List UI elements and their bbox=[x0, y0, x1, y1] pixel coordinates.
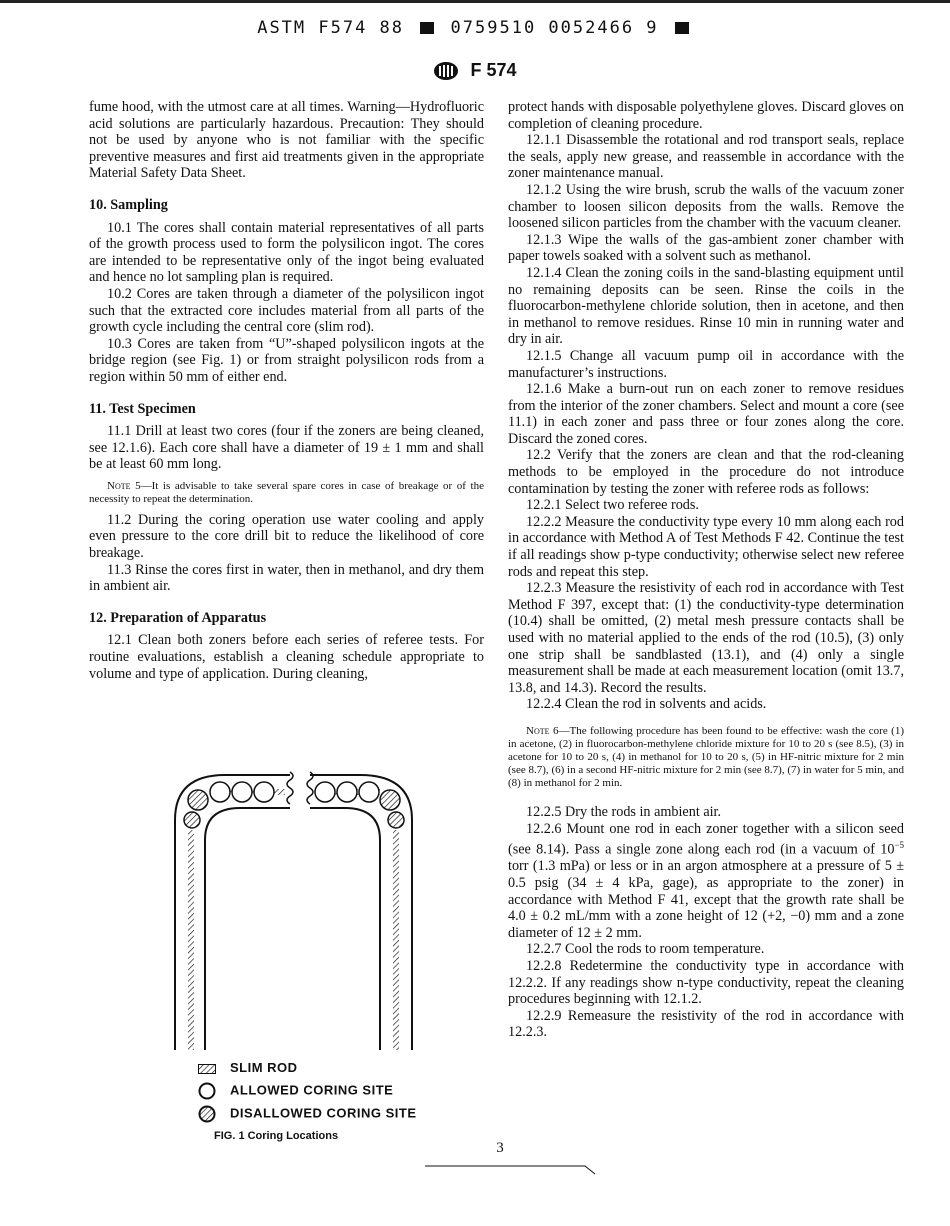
paragraph-10-2: 10.2 Cores are taken through a diameter of the polysilicon ingot such that the extracted core includes material from all parts of the growth cycle including the central core (slim rod). bbox=[89, 285, 484, 336]
note-6 bbox=[508, 725, 904, 790]
paragraph-12-2-5: 12.2.5 Dry the rods in ambient air. bbox=[526, 803, 722, 820]
page-number bbox=[0, 1140, 950, 1157]
black-block-mark bbox=[675, 22, 689, 34]
paragraph-12-1: 12.1 Clean both zoners before each series of referee tests. For routine evaluations, establish a cleaning schedule appropriate to volume and type of application. During cleaning, bbox=[89, 632, 484, 682]
paragraph-12-2-1: 12.2.1 Select two referee rods. bbox=[526, 497, 699, 514]
top-border-line bbox=[0, 0, 950, 3]
paragraph-11-2: 11.2 During the coring operation use water cooling and apply even pressure to the core drill bit to reduce the likelihood of core breakage. bbox=[89, 511, 484, 562]
right-column bbox=[508, 99, 904, 1041]
document-code-header bbox=[0, 18, 950, 38]
note-5 bbox=[89, 480, 484, 506]
code-mid: 0759510 0052466 9 bbox=[450, 18, 659, 38]
paragraph-12-1-4: 12.1.4 Clean the zoning coils in the sand-blasting equipment until no remaining deposits can be seen. Rinse the coils in the fluorocarbon-methylene chloride solution, then in acetone, and then in methanol to remove residues. Rinse 10 min in running water and dry in air. bbox=[508, 264, 904, 348]
open-circle-icon bbox=[198, 1082, 216, 1100]
paragraph-11-1: 11.1 Drill at least two cores (four if the zoners are being cleaned, see 12.1.6). Each core shall have a diameter of 19 ± 1 mm and shall be at least 60 mm long. bbox=[89, 423, 484, 473]
paragraph-12-2-7: 12.2.7 Cool the rods to room temperature. bbox=[526, 941, 765, 958]
paragraph-12-2-3: 12.2.3 Measure the resistivity of each rod in accordance with Test Method F 397, except that: (1) the conductivity-type determination (10.4) shall be omitted, (2) metal mesh pressure contacts shall be used with no material applied to the ends of the rod (10.5), (3) only one strip shall be sandblasted (13.1), and (4) only a single measurement shall be made at each measurement location (omit 13.7, 13.8, and 14.3). Record the results. bbox=[508, 580, 904, 696]
paragraph-12-2-6-part-b: torr (1.3 mPa) or less or in an argon atmosphere at a pressure of 5 ± 0.5 psig (34 ± 4 kPa, gage), as appropriate to the zoner) in accordance with Method F 41, except that the growth rate shall be 4.0 ± 0.2 mL/mm with a zone height of 12 (+2, −0) mm and a zone diameter of 12 ± 2 mm. bbox=[508, 858, 904, 941]
legend-allowed-label: ALLOWED CORING SITE bbox=[230, 1082, 394, 1098]
legend-allowed bbox=[198, 1082, 393, 1100]
u-shaped-ingot-diagram bbox=[150, 770, 450, 1050]
paragraph-12-1-2: 12.1.2 Using the wire brush, scrub the walls of the vacuum zoner chamber to loosen silicon deposits from the walls. Remove the loosened silicon particles from the chamber with the vacuum cleaner. bbox=[508, 181, 904, 232]
spacer bbox=[508, 796, 904, 804]
designation-label: F 574 bbox=[470, 60, 517, 80]
paragraph-12-1-1: 12.1.1 Disassemble the rotational and rod transport seals, replace the seals, apply new grease, and reassemble in accordance with the zoner maintenance manual. bbox=[508, 132, 904, 182]
section-heading-10: 10. Sampling bbox=[89, 196, 168, 213]
hatched-circle-icon bbox=[198, 1105, 216, 1123]
legend-disallowed-label: DISALLOWED CORING SITE bbox=[230, 1105, 417, 1121]
note-5-label: Note 5 bbox=[107, 479, 141, 492]
paragraph-11-3: 11.3 Rinse the cores first in water, then in methanol, and dry them in ambient air. bbox=[89, 561, 484, 595]
note-5-text: —It is advisable to take several spare cores in case of breakage or of the necessity to repeat the determination. bbox=[89, 479, 484, 505]
code-left: ASTM F574 88 bbox=[257, 18, 405, 38]
paragraph-12-2-6-part-a: 12.2.6 Mount one rod in each zoner together with a silicon seed (see 8.14). Pass a single zone along each rod (in a vacuum of 10 bbox=[508, 820, 904, 858]
paragraph-12-2-9: 12.2.9 Remeasure the resistivity of the rod in accordance with 12.2.3. bbox=[508, 1007, 904, 1041]
paragraph-10-1: 10.1 The cores shall contain material representatives of all parts of the growth process used to form the polysilicon ingot. The cores are intended to be representative only of the ingot being evaluated and hence no lot sampling plan is required. bbox=[89, 219, 484, 286]
paragraph-12-2: 12.2 Verify that the zoners are clean and that the rod-cleaning methods to be employed in the procedure do not introduce contamination by testing the zoner with referee rods as follows: bbox=[508, 447, 904, 497]
paragraph: fume hood, with the utmost care at all times. Warning—Hydrofluoric acid solutions are particularly hazardous. Precaution: They should not be used by anyone who is not familiar with the specific preventive measures and first aid treatments given in the appropriate Material Safety Data Sheet. bbox=[89, 99, 484, 182]
section-heading-11: 11. Test Specimen bbox=[89, 400, 196, 417]
paragraph-12-2-6 bbox=[508, 821, 904, 942]
figure-coring-locations bbox=[150, 770, 450, 1150]
paragraph-12-1-3: 12.1.3 Wipe the walls of the gas-ambient zoner chamber with paper towels soaked with a solvent such as methanol. bbox=[508, 231, 904, 265]
left-column bbox=[89, 99, 484, 682]
astm-logo-icon bbox=[433, 61, 459, 81]
paragraph-10-3: 10.3 Cores are taken from “U”-shaped polysilicon ingots at the bridge region (see Fig. 1) or from straight polysilicon rods from a region within 50 mm of either end. bbox=[89, 335, 484, 385]
paragraph-12-2-2: 12.2.2 Measure the conductivity type every 10 mm along each rod in accordance with Method A of Test Methods F 42. Continue the test if all readings show p-type conductivity; otherwise select new referee rods and repeat this step. bbox=[508, 513, 904, 580]
standard-designation bbox=[0, 60, 950, 81]
paragraph-12-1-6: 12.1.6 Make a burn-out run on each zoner to remove residues from the interior of the zoner chambers. Select and mount a core (see 11.1) in each zoner and pass three or four zones along the core. Discard the zoned cores. bbox=[508, 381, 904, 447]
note-6-text: —The following procedure has been found to be effective: wash the core (1) in acetone, (2) in fluorocarbon-methylene chloride mixture for 10 to 20 s (see 8.5), (3) in acetone for 10 to 20 s, (4) in methanol for 10 to 20 s, (5) in HF-nitric mixture for 2 min (see 8.7), (6) in a second HF-nitric mixture for 2 min (see 8.7), (7) in water for 5 min, and (8) in methanol for 2 min. bbox=[508, 724, 904, 789]
page-underline bbox=[420, 1158, 620, 1178]
hatched-rect-icon bbox=[198, 1064, 216, 1074]
paragraph-12-1-5: 12.1.5 Change all vacuum pump oil in accordance with the manufacturer’s instructions. bbox=[508, 347, 904, 381]
note-6-label: Note 6 bbox=[526, 724, 559, 737]
section-heading-12: 12. Preparation of Apparatus bbox=[89, 609, 267, 626]
legend-slim-rod-label: SLIM ROD bbox=[230, 1060, 298, 1075]
black-block-mark bbox=[420, 22, 434, 34]
exponent: −5 bbox=[894, 840, 904, 851]
paragraph-12-2-4: 12.2.4 Clean the rod in solvents and acids. bbox=[526, 696, 767, 713]
figure-caption: FIG. 1 Coring Locations bbox=[214, 1130, 339, 1142]
legend-disallowed bbox=[198, 1105, 417, 1123]
page-number-text: 3 bbox=[496, 1140, 504, 1156]
legend-slim-rod bbox=[198, 1060, 298, 1075]
paragraph-12-2-8: 12.2.8 Redetermine the conductivity type in accordance with 12.2.2. If any readings show n-type conductivity, repeat the cleaning procedures beginning with 12.1.2. bbox=[508, 958, 904, 1008]
paragraph: protect hands with disposable polyethylene gloves. Discard gloves on completion of cleaning procedure. bbox=[508, 99, 904, 132]
